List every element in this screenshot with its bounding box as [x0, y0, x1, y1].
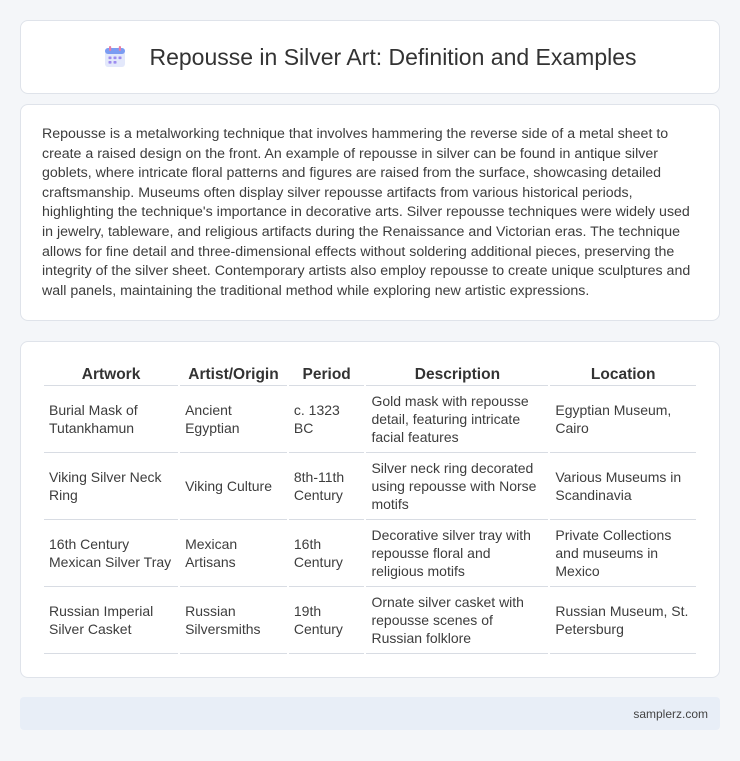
- table-row: [44, 453, 696, 520]
- table-card: [20, 341, 720, 678]
- table-row: [44, 386, 696, 453]
- cell-artist-origin: Viking Culture: [180, 453, 287, 520]
- table-row: [44, 520, 696, 587]
- footer-site-link[interactable]: samplerz.com: [633, 706, 708, 721]
- cell-location: Various Museums in Scandinavia: [550, 453, 696, 520]
- column-header-artist-origin: Artist/Origin: [180, 360, 287, 386]
- table-header-row: [44, 360, 696, 386]
- cell-artwork: Burial Mask of Tutankhamun: [44, 386, 178, 453]
- cell-artist-origin: Mexican Artisans: [180, 520, 287, 587]
- artworks-table: [42, 360, 698, 654]
- cell-period: 19th Century: [289, 587, 365, 654]
- cell-location: Russian Museum, St. Petersburg: [550, 587, 696, 654]
- cell-location: Egyptian Museum, Cairo: [550, 386, 696, 453]
- column-header-description: Description: [366, 360, 548, 386]
- description-card: [20, 104, 720, 321]
- cell-description: Gold mask with repousse detail, featuring intricate facial features: [366, 386, 548, 453]
- cell-description: Ornate silver casket with repousse scenes of Russian folklore: [366, 587, 548, 654]
- cell-artist-origin: Russian Silversmiths: [180, 587, 287, 654]
- column-header-location: Location: [550, 360, 696, 386]
- cell-description: Decorative silver tray with repousse floral and religious motifs: [366, 520, 548, 587]
- title-card: [20, 20, 720, 94]
- column-header-period: Period: [289, 360, 365, 386]
- cell-description: Silver neck ring decorated using repousse with Norse motifs: [366, 453, 548, 520]
- calendar-icon: [103, 45, 127, 69]
- column-header-artwork: Artwork: [44, 360, 178, 386]
- cell-period: 8th-11th Century: [289, 453, 365, 520]
- cell-artwork: Viking Silver Neck Ring: [44, 453, 178, 520]
- page-title: Repousse in Silver Art: Definition and Examples: [149, 43, 637, 70]
- cell-location: Private Collections and museums in Mexico: [550, 520, 696, 587]
- table-row: [44, 587, 696, 654]
- cell-artwork: Russian Imperial Silver Casket: [44, 587, 178, 654]
- cell-period: 16th Century: [289, 520, 365, 587]
- footer: [20, 697, 720, 730]
- cell-period: c. 1323 BC: [289, 386, 365, 453]
- cell-artist-origin: Ancient Egyptian: [180, 386, 287, 453]
- description-text: Repousse is a metalworking technique that involves hammering the reverse side of a metal sheet to create a raised design on the front. An example of repousse in silver can be found in antique silver goblets, where intricate floral patterns and figures are raised from the surface, showcasing detailed craftsmanship. Museums often display silver repousse artifacts from various historical periods, highlighting the technique's importance in decorative arts. Silver repousse techniques were widely used in jewelry, tableware, and religious artifacts during the Renaissance and Victorian eras. The technique allows for fine detail and three-dimensional effects without soldering additional pieces, preserving the integrity of the silver sheet. Contemporary artists also employ repousse to create unique sculptures and wall panels, maintaining the traditional method while exploring new artistic expressions.: [42, 126, 691, 299]
- cell-artwork: 16th Century Mexican Silver Tray: [44, 520, 178, 587]
